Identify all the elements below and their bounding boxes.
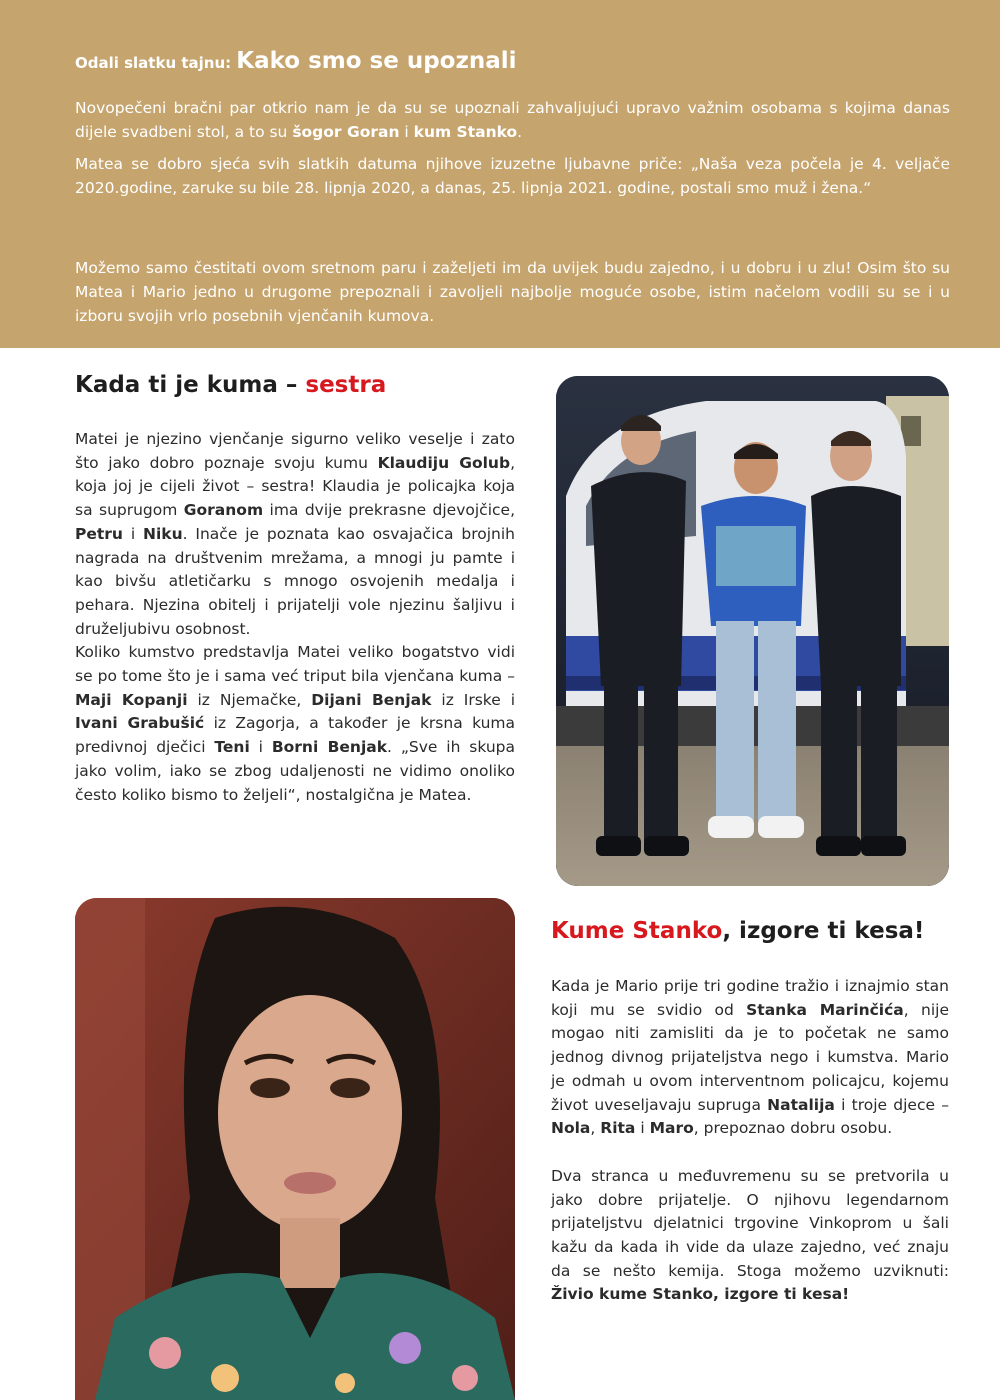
stanko-paragraph-1: [551, 975, 949, 1141]
kuma-name: Teni: [214, 738, 250, 757]
section-stanko-body: [551, 975, 949, 1307]
intro-headline: Kako smo se upoznali: [236, 48, 517, 74]
intro-paragraph-1: [75, 96, 950, 144]
stanko-text: Kada je Mario prije tri godine tražio i iznajmio stan koji mu se svidio od: [551, 977, 949, 1019]
kuma-name: Borni Benjak: [271, 738, 388, 757]
stanko-name: Stanka Marinčića: [746, 1000, 904, 1019]
intro-p1-name-goran: šogor Goran: [292, 123, 400, 141]
intro-kicker: Odali slatku tajnu:: [75, 54, 232, 72]
section-title-stanko-part2: , izgore ti kesa!: [722, 918, 925, 944]
stanko-exclamation: Živio kume Stanko, izgore ti kesa!: [551, 1285, 850, 1304]
kuma-name: Klaudiju Golub: [377, 453, 511, 472]
kuma-text: Matei je njezino vjenčanje sigurno veliko veselje i zato što jako dobro poznaje svoju kumu: [75, 430, 515, 472]
section-title-stanko-part1: Kume Stanko: [551, 918, 723, 944]
intro-paragraph-2: Matea se dobro sjeća svih slatkih datuma njihove izuzetne ljubavne priče: „Naša veza počela je 4. veljače 2020.godine, zaruke su bile 28. lipnja 2020, a danas, 25. lipnja 2021. godine, postali smo muž i žena.“: [75, 155, 950, 197]
stanko-text: i: [635, 1119, 650, 1138]
police-group-photo-illustration: [556, 376, 949, 886]
woman-portrait-photo-illustration: [75, 898, 515, 1400]
stanko-name: Natalija: [767, 1095, 835, 1114]
section-kuma-body: [75, 428, 515, 807]
stanko-text: , prepoznao dobru osobu.: [693, 1119, 893, 1138]
stanko-text: ,: [590, 1119, 601, 1138]
stanko-text: i troje djece –: [834, 1095, 949, 1114]
section-title-stanko: [551, 918, 924, 944]
kuma-name: Petru: [75, 524, 123, 543]
intro-p1-text: Novopečeni bračni par otkrio nam je da su se upoznali zahvaljujući upravo važnim osobama s kojima danas dijele svadbeni stol, a to su: [75, 99, 950, 141]
kuma-name: Dijani Benjak: [311, 690, 432, 709]
stanko-name: Maro: [649, 1119, 694, 1138]
kuma-name: Ivani Grabušić: [75, 714, 205, 733]
kuma-text: . Inače je poznata kao osvajačica brojnih nagrada na društvenim mrežama, a mnogi ju pamte i kao bivšu atletičarku s mnogo osvojenih medalja i pehara. Njezina obitelj i prijatelji vole njezinu šaljivu i druželjubivu osobnost.: [75, 524, 515, 638]
woman-portrait-photo: [75, 898, 515, 1400]
kuma-text: iz Irske i: [431, 690, 516, 709]
stanko-text: , nije mogao niti zamisliti da je to početak ne samo jednog divnog prijateljstva nego i kumstva. Mario je odmah u ovom interventnom policajcu, kojemu život uveseljavaju supruga: [551, 1000, 949, 1114]
kuma-text: . „Sve ih skupa jako volim, iako se zbog udaljenosti ne vidimo onoliko često koliko bismo to željeli“, nostalgična je Matea.: [75, 738, 515, 804]
section-title-kuma: [75, 372, 386, 398]
kuma-text: , koja joj je cijeli život – sestra! Klaudia je policajka koja sa suprugom: [75, 453, 515, 520]
kuma-name: Goranom: [183, 501, 264, 520]
section-title-kuma-part1: Kada ti je kuma –: [75, 372, 298, 398]
intro-p1-name-stanko: kum Stanko: [413, 123, 518, 141]
intro-paragraph-3: Možemo samo čestitati ovom sretnom paru i zaželjeti im da uvijek budu zajedno, i u dobru i u zlu! Osim što su Matea i Mario jedno u drugome prepoznali i zavoljeli najbolje moguće osobe, istim načelom vodili su se i u izboru svojih vrlo posebnih vjenčanih kumova.: [75, 259, 950, 325]
kuma-name: Niku: [142, 524, 183, 543]
stanko-name: Nola: [551, 1119, 591, 1138]
stanko-name: Rita: [600, 1119, 636, 1138]
section-title-kuma-part2: sestra: [305, 372, 387, 398]
kuma-name: Maji Kopanji: [75, 690, 188, 709]
police-group-photo: [556, 376, 949, 886]
kuma-text: iz Njemačke,: [187, 690, 312, 709]
kuma-text: i: [249, 738, 272, 757]
kuma-text: ima dvije prekrasne djevojčice,: [263, 501, 515, 520]
intro-header: [75, 48, 517, 74]
intro-p1-mid: i: [399, 123, 414, 141]
kuma-text: Koliko kumstvo predstavlja Matei veliko bogatstvo vidi se po tome što je i sama već triput bila vjenčana kuma –: [75, 643, 515, 686]
kuma-text: iz Zagorja, a također je krsna kuma predivnoj dječici: [75, 714, 515, 757]
stanko-text: Dva stranca u međuvremenu su se pretvorila u jako dobre prijatelje. O njihovu legendarnom prijateljstvu djelatnici trgovine Vinkoprom u šali kažu da kada ih vide da ulaze zajedno, već znaju da se nešto kemija. Stoga možemo uzviknuti:: [551, 1166, 949, 1280]
intro-p1-end: .: [517, 123, 523, 141]
kuma-text: i: [122, 524, 143, 543]
intro-panel: [0, 0, 1000, 348]
stanko-paragraph-2: [551, 1165, 949, 1307]
